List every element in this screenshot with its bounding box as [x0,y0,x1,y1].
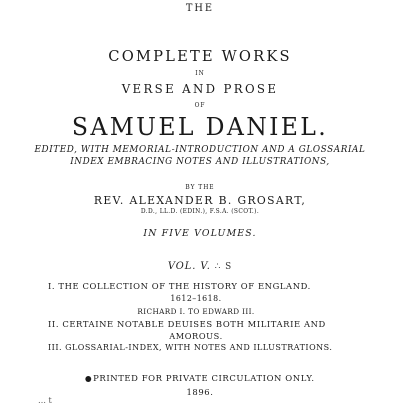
edited-line-1: EDITED, WITH MEMORIAL-INTRODUCTION AND A GLOSSARIAL [34,145,366,155]
editor-degrees: D.D., LL.D. (EDIN.), F.S.A. (SCOT.). [140,208,260,215]
title-the: THE [185,3,215,14]
imprint-printed-text: PRINTED FOR PRIVATE CIRCULATION ONLY. [93,374,315,384]
contents-item-3: III. GLOSSARIAL-INDEX, WITH NOTES AND ILLUSTRATIONS. [48,343,333,352]
contents-item-1: I. THE COLLECTION OF THE HISTORY OF ENGLAND. [48,281,311,291]
contents-item-2: II. CERTAINE NOTABLE DEUISES BOTH MILITARIE AND [48,319,326,329]
imprint-year: 1896. [186,388,214,398]
imprint-printed [4,374,396,384]
volume-number: VOL. V. [167,261,211,272]
title-of: OF [194,102,206,109]
title-verse-and-prose: VERSE AND PROSE [121,82,279,96]
by-the: BY THE [185,184,215,191]
volume-ornament: ∴ S [214,262,233,272]
bullet-ornament-icon [85,376,91,382]
title-complete-works: COMPLETE WORKS [108,47,292,65]
author-name: SAMUEL DANIEL. [71,113,329,141]
title-in: IN [195,70,205,77]
contents-item-2-cont: AMOROUS. [169,331,223,341]
editor-name: REV. ALEXANDER B. GROSART, [93,194,307,207]
in-five-volumes: IN FIVE VOLUMES. [143,228,257,239]
bottom-fragment: … t [38,396,52,405]
edited-line-2: INDEX EMBRACING NOTES AND ILLUSTRATIONS, [70,157,330,167]
volume-label [4,261,396,272]
contents-item-1-years: 1612–1618. [170,294,222,303]
contents-item-1-sub: RICHARD I. TO EDWARD III. [137,307,255,316]
